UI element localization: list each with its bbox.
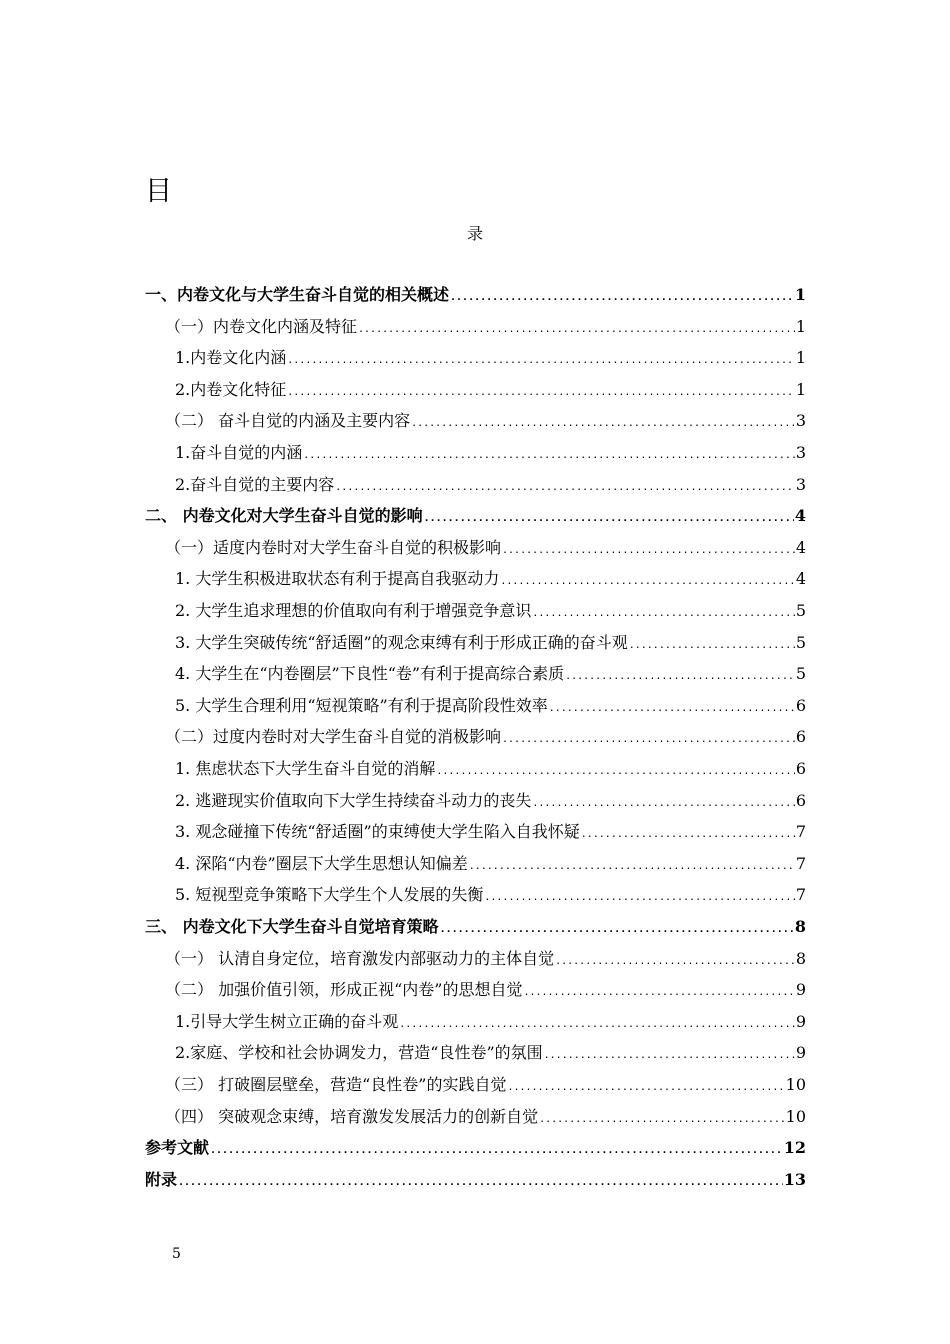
toc-entry-page: 6 (795, 695, 806, 715)
toc-entry-page: 7 (795, 885, 806, 905)
toc-entry[interactable] (175, 849, 806, 879)
toc-entry[interactable] (175, 817, 806, 847)
toc-entry-page: 4 (795, 569, 806, 589)
toc-entry-leader (411, 409, 795, 439)
toc-entry-leader (335, 473, 795, 503)
toc-entry-label: 5. 大学生合理利用“短视策略”有利于提高阶段性效率 (175, 695, 548, 715)
toc-entry-label: 参考文献 (145, 1138, 210, 1158)
footer-page-number: 5 (172, 1246, 181, 1262)
toc-entry-page: 3 (795, 443, 806, 462)
toc-entry-leader (544, 1041, 795, 1071)
toc-entry-label: 1.奋斗自觉的内涵 (175, 443, 303, 462)
toc-entry[interactable] (165, 312, 806, 342)
toc-entry-label: 2.内卷文化特征 (175, 379, 287, 399)
toc-entry[interactable] (175, 1038, 806, 1068)
toc-entry[interactable] (165, 1070, 806, 1100)
toc-entry-leader (450, 283, 794, 313)
toc-entry[interactable] (165, 944, 806, 974)
toc-entry-page: 1 (795, 379, 806, 399)
toc-entry-page: 1 (794, 285, 806, 304)
toc-entry-label: （一） 认清自身定位，培育激发内部驱动力的主体自觉 (165, 948, 555, 968)
toc-entry-leader (500, 567, 794, 597)
toc-entry-label: 三、 内卷文化下大学生奋斗自觉培育策略 (145, 917, 439, 936)
toc-entry[interactable] (145, 912, 806, 942)
toc-entry-label: （一）内卷文化内涵及特征 (165, 316, 358, 336)
toc-entry[interactable] (175, 691, 806, 721)
toc-entry-label: 二、 内卷文化对大学生奋斗自觉的影响 (145, 506, 423, 526)
toc-entry[interactable] (175, 1007, 806, 1037)
toc-entry[interactable] (175, 375, 806, 405)
toc-entry-label: 1. 大学生积极进取状态有利于提高自我驱动力 (175, 569, 500, 589)
toc-entry[interactable] (175, 628, 806, 658)
toc-entry[interactable] (175, 343, 806, 373)
toc-entry-label: 2. 逃避现实价值取向下大学生持续奋斗动力的丧失 (175, 790, 532, 810)
toc-entry[interactable] (175, 470, 806, 500)
toc-entry-page: 3 (795, 474, 806, 494)
toc-entry[interactable] (175, 659, 806, 689)
toc-entry[interactable] (145, 501, 806, 531)
toc-entry[interactable] (145, 1165, 806, 1195)
toc-entry-page: 9 (795, 980, 806, 1000)
toc-entry-label: 3. 观念碰撞下传统“舒适圈”的束缚使大学生陷入自我怀疑 (175, 822, 580, 842)
toc-entry-label: 1.内卷文化内涵 (175, 348, 287, 368)
toc-entry-leader (549, 694, 795, 724)
toc-entry-leader (507, 1073, 784, 1103)
toc-entry-page: 5 (795, 601, 806, 620)
toc-entry[interactable] (145, 280, 806, 310)
toc-entry-label: 2. 大学生追求理想的价值取向有利于增强竞争意识 (175, 601, 532, 620)
toc-entry-page: 9 (795, 1011, 806, 1031)
toc-entry-page: 12 (783, 1138, 806, 1158)
toc-entry-leader (424, 504, 794, 534)
toc-entry-label: 1.引导大学生树立正确的奋斗观 (175, 1011, 399, 1031)
toc-entry-page: 4 (795, 537, 806, 557)
toc-entry-leader (565, 662, 795, 692)
toc-heading-main: 目 (145, 176, 172, 207)
toc-entry-label: 3. 大学生突破传统“舒适圈”的观念束缚有利于形成正确的奋斗观 (175, 632, 628, 652)
toc-entry-page: 13 (783, 1169, 806, 1189)
toc-entry-label: （一）适度内卷时对大学生奋斗自觉的积极影响 (165, 537, 502, 557)
toc-entry-label: （二）过度内卷时对大学生奋斗自觉的消极影响 (165, 727, 502, 747)
toc-entry-page: 7 (795, 853, 806, 873)
toc-entry-leader (287, 346, 795, 376)
toc-entry-page: 5 (795, 632, 806, 652)
toc-entry-page: 4 (794, 506, 806, 526)
toc-entry-label: 4. 大学生在“内卷圈层”下良性“卷”有利于提高综合素质 (175, 664, 565, 684)
toc-entry[interactable] (165, 406, 806, 436)
toc-entry-label: （四） 突破观念束缚，培育激发发展活力的创新自觉 (165, 1106, 539, 1126)
toc-entry-leader (178, 1168, 783, 1198)
toc-entry-leader (469, 852, 795, 882)
toc-entry[interactable] (175, 754, 806, 784)
toc-entry-page: 5 (795, 664, 806, 684)
toc-entry-leader (358, 315, 795, 345)
toc-entry-label: 2.家庭、学校和社会协调发力，营造“良性卷”的氛围 (175, 1043, 543, 1063)
toc-entry-label: 2.奋斗自觉的主要内容 (175, 474, 335, 494)
toc-entry-page: 1 (795, 316, 806, 336)
toc-entry-page: 9 (795, 1043, 806, 1063)
toc-entry-page: 1 (795, 348, 806, 368)
toc-entry-leader (502, 536, 795, 566)
toc-entry[interactable] (165, 975, 806, 1005)
toc-entry-leader (523, 978, 794, 1008)
toc-entry[interactable] (145, 1133, 806, 1163)
toc-entry-page: 10 (785, 1075, 806, 1094)
toc-entry-page: 10 (785, 1106, 806, 1126)
toc-entry-label: 5. 短视型竞争策略下大学生个人发展的失衡 (175, 885, 484, 905)
toc-entry-leader (440, 915, 794, 945)
toc-entry-leader (399, 1010, 795, 1040)
toc-entry-leader (303, 441, 795, 471)
toc-entry-leader (532, 599, 794, 629)
toc-entry-label: 4. 深陷“内卷”圈层下大学生思想认知偏差 (175, 853, 468, 873)
toc-entry-page: 6 (795, 759, 806, 778)
toc-entry-leader (629, 631, 795, 661)
toc-entry-label: 附录 (145, 1169, 178, 1189)
toc-entry-label: （二） 加强价值引领，形成正视“内卷”的思想自觉 (165, 980, 523, 1000)
toc-entry[interactable] (175, 564, 806, 594)
toc-heading-sub: 录 (466, 224, 483, 243)
toc-entry[interactable] (175, 880, 806, 910)
toc-entry-page: 6 (795, 727, 806, 747)
toc-entry-page: 7 (795, 822, 806, 842)
toc-entry-page: 8 (794, 917, 806, 936)
toc-entry-leader (502, 725, 795, 755)
toc-entry-label: （三） 打破圈层壁垒，营造“良性卷”的实践自觉 (165, 1075, 507, 1094)
toc-entry-leader (436, 757, 794, 787)
toc-entry-label: 一、内卷文化与大学生奋斗自觉的相关概述 (145, 285, 450, 304)
toc-entry[interactable] (165, 533, 806, 563)
toc-entry-leader (581, 820, 795, 850)
toc-entry-leader (287, 378, 795, 408)
toc-entry-leader (555, 947, 795, 977)
toc-entry-page: 8 (795, 948, 806, 968)
toc-entry-label: 1. 焦虑状态下大学生奋斗自觉的消解 (175, 759, 436, 778)
toc-entry-page: 3 (795, 411, 806, 431)
toc-entry[interactable] (165, 1102, 806, 1132)
toc-entry-leader (484, 883, 794, 913)
toc-entry-label: （二） 奋斗自觉的内涵及主要内容 (165, 411, 411, 431)
toc-entry-page: 6 (795, 790, 806, 810)
toc-entry-leader (210, 1136, 783, 1166)
toc-entry[interactable] (175, 786, 806, 816)
toc-entry[interactable] (175, 438, 806, 468)
toc-entry[interactable] (165, 722, 806, 752)
toc-entry-leader (539, 1105, 785, 1135)
toc-entry-leader (532, 789, 794, 819)
toc-entry[interactable] (175, 596, 806, 626)
